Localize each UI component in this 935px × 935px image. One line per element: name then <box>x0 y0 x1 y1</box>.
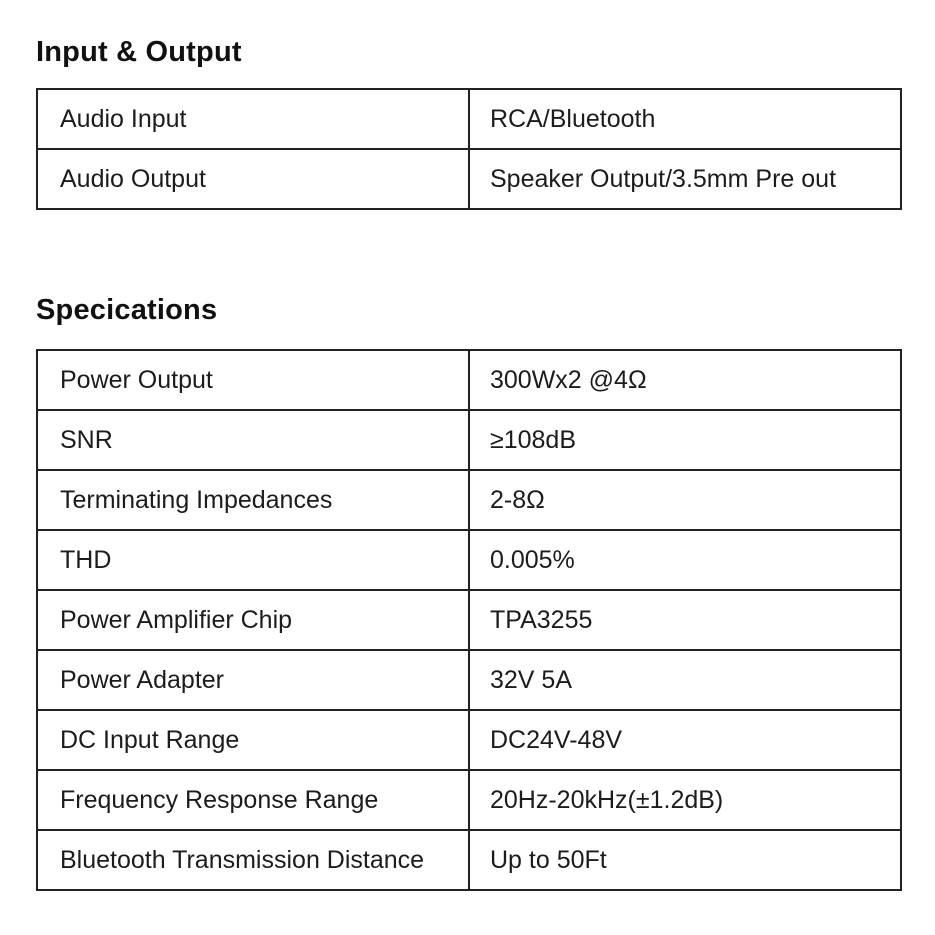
table-row <box>37 149 901 209</box>
specifications-title: Specications <box>36 294 218 326</box>
table-row <box>37 89 901 149</box>
table-row <box>37 650 901 710</box>
spec-value: 0.005% <box>469 530 901 590</box>
spec-value: RCA/Bluetooth <box>469 89 901 149</box>
spec-value: ≥108dB <box>469 410 901 470</box>
spec-label: DC Input Range <box>37 710 469 770</box>
spec-value: DC24V-48V <box>469 710 901 770</box>
table-row <box>37 830 901 890</box>
input-output-table <box>36 88 902 210</box>
spec-label: SNR <box>37 410 469 470</box>
table-row <box>37 410 901 470</box>
table-row <box>37 590 901 650</box>
spec-value: 20Hz-20kHz(±1.2dB) <box>469 770 901 830</box>
spec-value: TPA3255 <box>469 590 901 650</box>
spec-label: Power Output <box>37 350 469 410</box>
spec-value: 2-8Ω <box>469 470 901 530</box>
table-row <box>37 770 901 830</box>
spec-value: Speaker Output/3.5mm Pre out <box>469 149 901 209</box>
table-row <box>37 350 901 410</box>
spec-label: Frequency Response Range <box>37 770 469 830</box>
specifications-table <box>36 349 902 891</box>
spec-label: Power Adapter <box>37 650 469 710</box>
spec-label: Audio Input <box>37 89 469 149</box>
spec-value: 300Wx2 @4Ω <box>469 350 901 410</box>
spec-value: Up to 50Ft <box>469 830 901 890</box>
spec-label: Bluetooth Transmission Distance <box>37 830 469 890</box>
input-output-title: Input & Output <box>36 36 242 68</box>
table-row <box>37 710 901 770</box>
spec-label: Power Amplifier Chip <box>37 590 469 650</box>
spec-label: THD <box>37 530 469 590</box>
spec-label: Audio Output <box>37 149 469 209</box>
spec-value: 32V 5A <box>469 650 901 710</box>
table-row <box>37 530 901 590</box>
spec-label: Terminating Impedances <box>37 470 469 530</box>
table-row <box>37 470 901 530</box>
